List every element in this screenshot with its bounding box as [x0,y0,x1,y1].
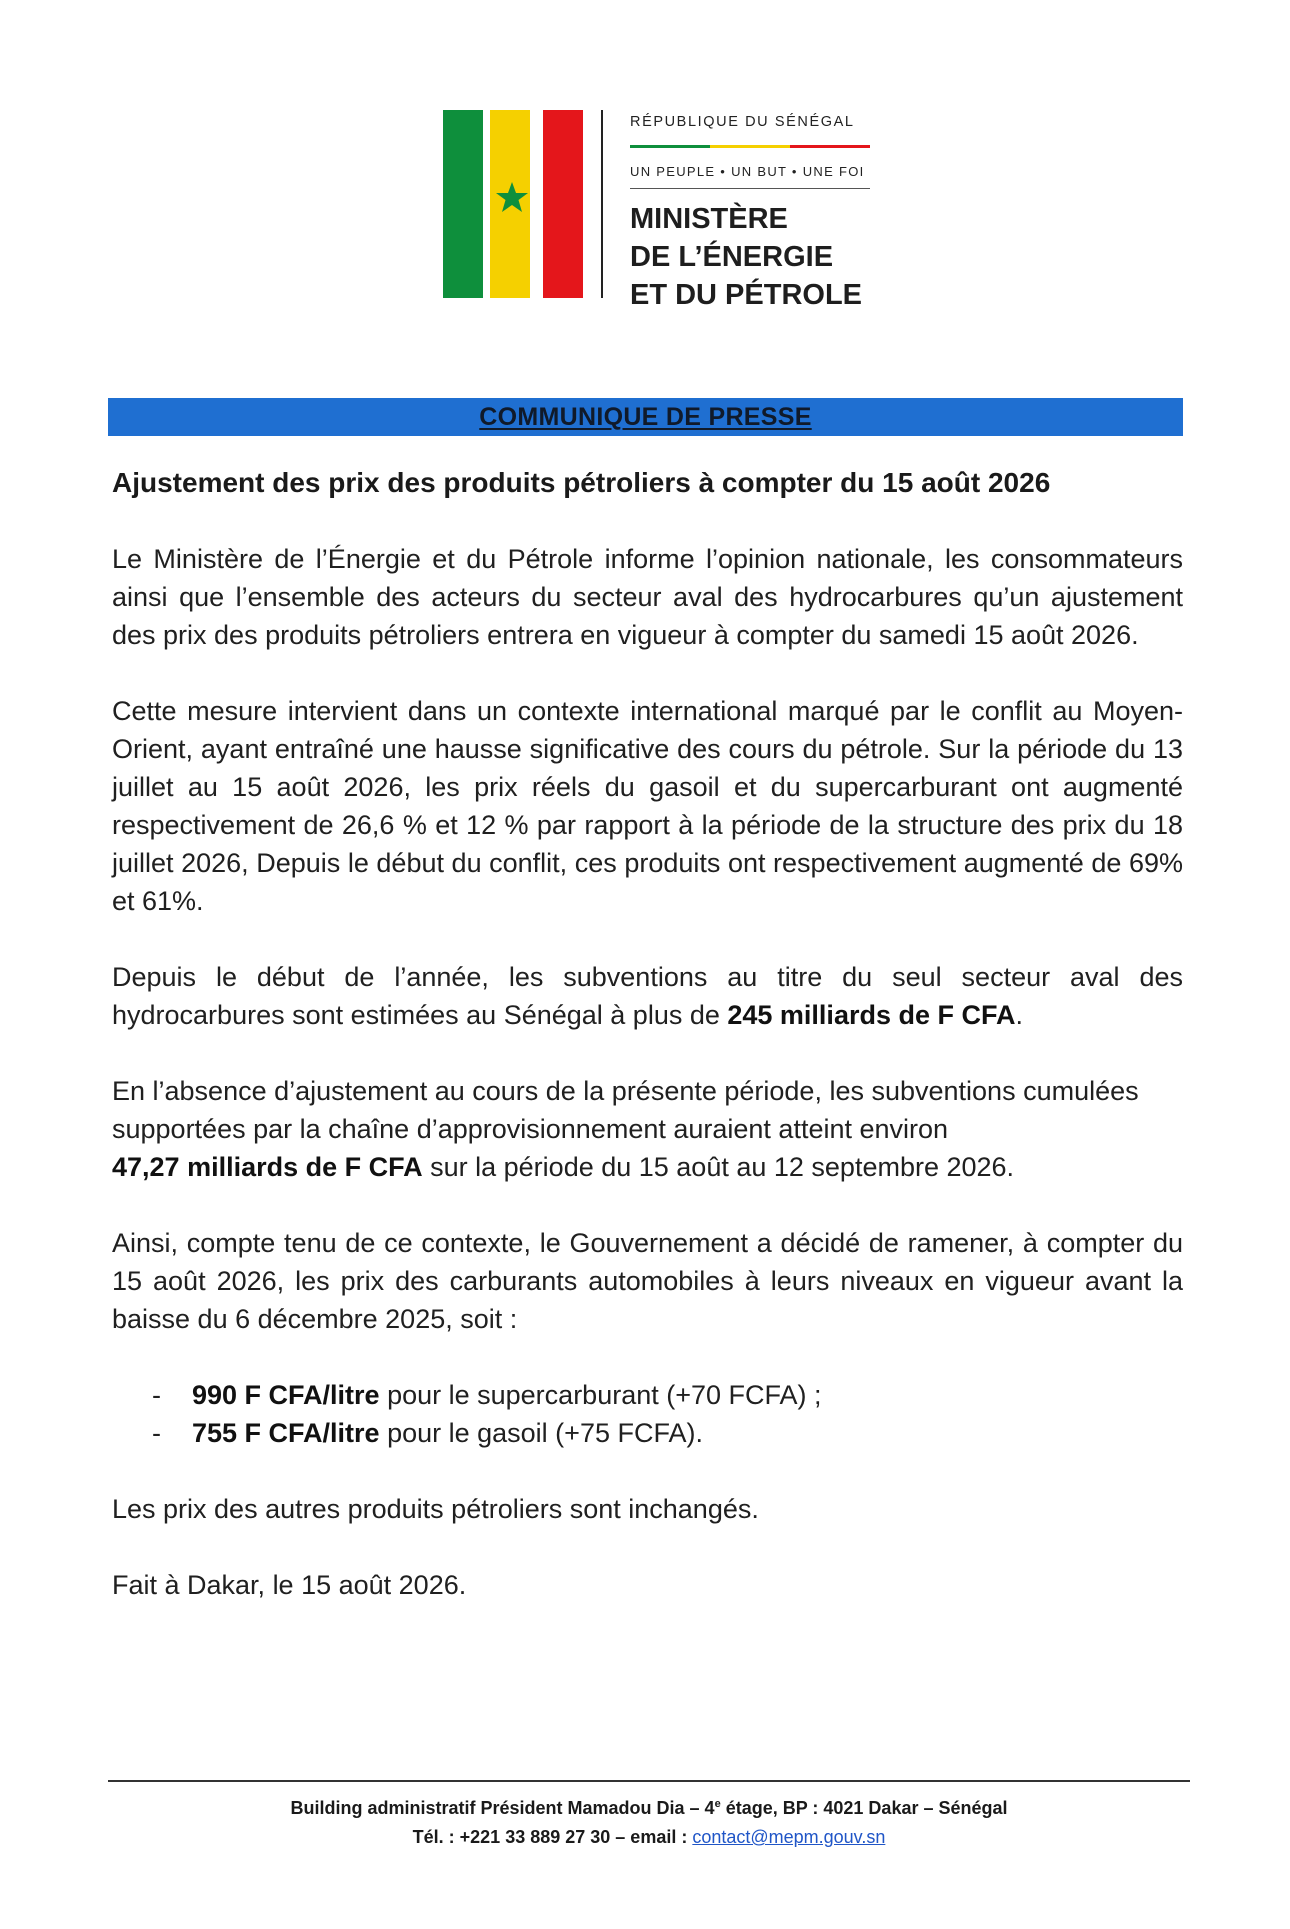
paragraph-6: Les prix des autres produits pétroliers sont inchangés. [112,1494,759,1524]
document-title: Ajustement des prix des produits pétroliers à compter du 15 août 2026 [112,467,1051,498]
ministry-line-3: ET DU PÉTROLE [630,279,863,311]
star-icon [495,180,529,214]
footer-address [108,1790,1190,1823]
flag-green-band [443,110,483,298]
paragraph-4-text: En l’absence d’ajustement au cours de la présente période, les subventions cumulées supportées par la chaîne d’approvisionnement auraient atteint environ [112,1076,1139,1144]
paragraph-4 [112,1072,1183,1186]
paragraph-1: Le Ministère de l’Énergie et du Pétrole informe l’opinion nationale, les consommateurs ainsi que l’ensemble des acteurs du secteur aval des hydrocarbures qu’un ajustement des prix des produits pétroliers entrera en vigueur à compter du samedi 15 août 2026. [112,544,1183,650]
paragraph-3 [112,958,1183,1034]
subsidy-total: 245 milliards de F CFA [727,1000,1016,1030]
cumulative-subsidy: 47,27 milliards de F CFA [112,1152,423,1182]
paragraph-5: Ainsi, compte tenu de ce contexte, le Gouvernement a décidé de ramener, à compter du 15 août 2026, les prix des carburants automobiles à leurs niveaux en vigueur avant la baisse du 6 décembre 2025, soit : [112,1228,1183,1334]
list-dash: - [152,1380,161,1410]
banner-label: COMMUNIQUE DE PRESSE [479,402,812,431]
ministry-line-1: MINISTÈRE [630,203,788,235]
tricolor-rule [630,145,870,148]
price-description: pour le supercarburant (+70 FCFA) ; [379,1380,822,1410]
ministry-line-2: DE L’ÉNERGIE [630,241,834,273]
tricolor-red [790,145,870,148]
list-item [112,1376,1183,1414]
price-value: 990 F CFA/litre [192,1380,380,1410]
price-list [112,1376,1183,1452]
price-value: 755 F CFA/litre [192,1418,380,1448]
republic-label: RÉPUBLIQUE DU SÉNÉGAL [630,114,855,130]
list-item [112,1414,1183,1452]
paragraph-4-end: sur la période du 15 août au 12 septembre 2026. [422,1152,1015,1182]
footer [108,1790,1190,1852]
senegal-flag [443,110,583,298]
tricolor-yellow [710,145,790,148]
signoff: Fait à Dakar, le 15 août 2026. [112,1570,467,1600]
price-description: pour le gasoil (+75 FCFA). [379,1418,703,1448]
national-motto: UN PEUPLE • UN BUT • UNE FOI [630,164,865,179]
ministry-header [443,110,883,311]
address-part-1: Building administratif Président Mamadou Dia – 4 [290,1798,715,1818]
footer-divider [108,1780,1190,1782]
ministry-name [630,200,862,314]
contact-label: Tél. : +221 33 889 27 30 – email : [412,1827,693,1847]
paragraph-3-text: Depuis le début de l’année, les subventions au titre du seul secteur aval des hydrocarbures sont estimées au Sénégal à plus de [112,962,1183,1030]
document-body [112,540,1183,1642]
address-superscript: e [714,1798,721,1810]
footer-contact [108,1823,1190,1852]
address-part-2: étage, BP : 4021 Dakar – Sénégal [720,1798,1008,1818]
motto-divider [630,188,870,189]
flag-red-band [543,110,583,298]
paragraph-2: Cette mesure intervient dans un contexte international marqué par le conflit au Moyen-Orient, ayant entraîné une hausse significative des cours du pétrole. Sur la période du 13 juillet au 15 août 2026, les prix réels du gasoil et du supercarburant ont augmenté respectivement de 26,6 % et 12 % par rapport à la période de la structure des prix du 18 juillet 2026, Depuis le début du conflit, ces produits ont respectivement augmenté de 69% et 61%. [112,696,1183,916]
list-dash: - [152,1418,161,1448]
paragraph-3-end: . [1015,1000,1023,1030]
press-release-banner [108,398,1183,436]
tricolor-green [630,145,710,148]
header-divider [601,110,603,298]
email-link[interactable]: contact@mepm.gouv.sn [692,1827,886,1847]
